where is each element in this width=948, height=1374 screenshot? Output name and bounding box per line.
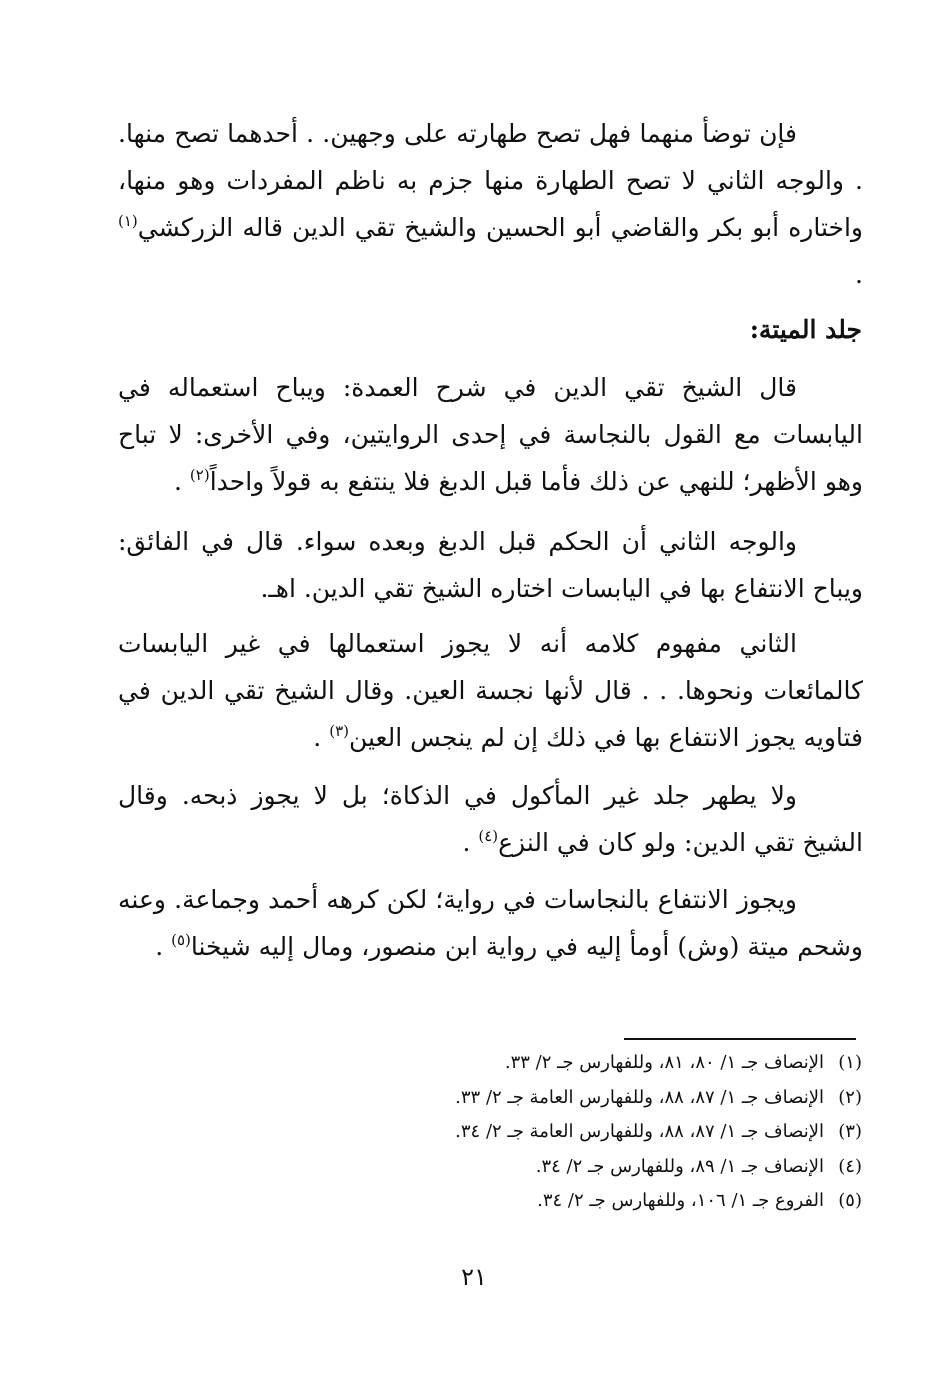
paragraph-3: [118, 518, 863, 612]
footnote-3: [300, 1115, 862, 1150]
footnote-number: (٣): [838, 1121, 862, 1142]
paragraph-1-text: فإن توضأ منهما فهل تصح طهارته على وجهين. . أحدهما تصح منها. . والوجه الثاني لا تصح الطهارة منها جزم به ناظم المفردات وهو منها، واختاره أبو بكر والقاضي أبو الحسين والشيخ تقي الدين قاله الزركشي: [118, 119, 863, 242]
footnote-number: (٥): [838, 1190, 862, 1211]
footnote-ref-4: (٤): [478, 827, 499, 845]
paragraph-6-text: ويجوز الانتفاع بالنجاسات في رواية؛ لكن كرهه أحمد وجماعة. وعنه وشحم ميتة (وش) أومأ إليه في رواية ابن منصور، ومال إليه شيخنا: [118, 885, 863, 961]
footnote-ref-3: (٣): [329, 722, 349, 740]
paragraph-3-text: والوجه الثاني أن الحكم قبل الدبغ وبعده سواء. قال في الفائق: ويباح الانتفاع بها في اليابسات اختاره الشيخ تقي الدين. اهـ.: [118, 527, 863, 603]
footnote-ref-2: (٢): [189, 466, 210, 484]
paragraph-4-text: الثاني مفهوم كلامه أنه لا يجوز استعمالها في غير اليابسات كالمائعات ونحوها. . . قال لأنها نجسة العين. وقال الشيخ تقي الدين في فتاويه يجوز الانتفاع بها في ذلك إن لم ينجس العين: [118, 629, 863, 752]
paragraph-6-end: .: [155, 932, 172, 961]
paragraph-2: [118, 364, 863, 505]
paragraph-4-end: .: [313, 723, 330, 752]
paragraph-5-text: ولا يطهر جلد غير المأكول في الذكاة؛ بل لا يجوز ذبحه. وقال الشيخ تقي الدين: ولو كان في النزع: [118, 781, 863, 857]
footnote-number: (١): [838, 1052, 862, 1073]
paragraph-5-end: .: [462, 828, 479, 857]
paragraph-5: [118, 772, 863, 866]
footnote-2: [300, 1081, 862, 1116]
footnote-text: الإنصاف جـ ١/ ٨٧، ٨٨، وللفهارس العامة جـ ٢/ ٣٤.: [455, 1121, 824, 1142]
footnote-4: [300, 1150, 862, 1185]
footnote-number: (٤): [838, 1155, 862, 1177]
section-heading: جلد الميتة:: [749, 315, 862, 344]
paragraph-2-text: قال الشيخ تقي الدين في شرح العمدة: ويباح استعماله في اليابسات مع القول بالنجاسة في إحدى الروايتين، وفي الأخرى: لا تباح وهو الأظهر؛ للنهي عن ذلك فأما قبل الدبغ فلا ينتفع به قولاً واحداً: [118, 373, 863, 496]
paragraph-2-end: .: [174, 467, 190, 496]
footnote-text: الفروع جـ ١/ ١٠٦، وللفهارس جـ ٢/ ٣٤.: [537, 1190, 824, 1211]
footnote-ref-1: (١): [118, 212, 138, 230]
footnote-text: الإنصاف جـ ١/ ٨٧، ٨٨، وللفهارس العامة جـ ٢/ ٣٣.: [455, 1086, 824, 1108]
paragraph-6: [118, 876, 863, 970]
page-number: ٢١: [461, 1263, 487, 1291]
footnote-text: الإنصاف جـ ١/ ٨٩، وللفهارس جـ ٢/ ٣٤.: [535, 1155, 824, 1177]
footnote-1: [300, 1046, 862, 1081]
paragraph-4: [118, 620, 863, 761]
footnote-5: [300, 1184, 862, 1219]
footnotes-list: [300, 1046, 862, 1219]
paragraph-1-end: .: [855, 260, 863, 289]
footnote-separator: [624, 1038, 856, 1040]
footnote-ref-5: (٥): [171, 931, 191, 949]
footnote-number: (٢): [838, 1086, 862, 1108]
footnote-text: الإنصاف جـ ١/ ٨٠، ٨١، وللفهارس جـ ٢/ ٣٣.: [504, 1052, 824, 1073]
paragraph-1: [118, 110, 863, 298]
